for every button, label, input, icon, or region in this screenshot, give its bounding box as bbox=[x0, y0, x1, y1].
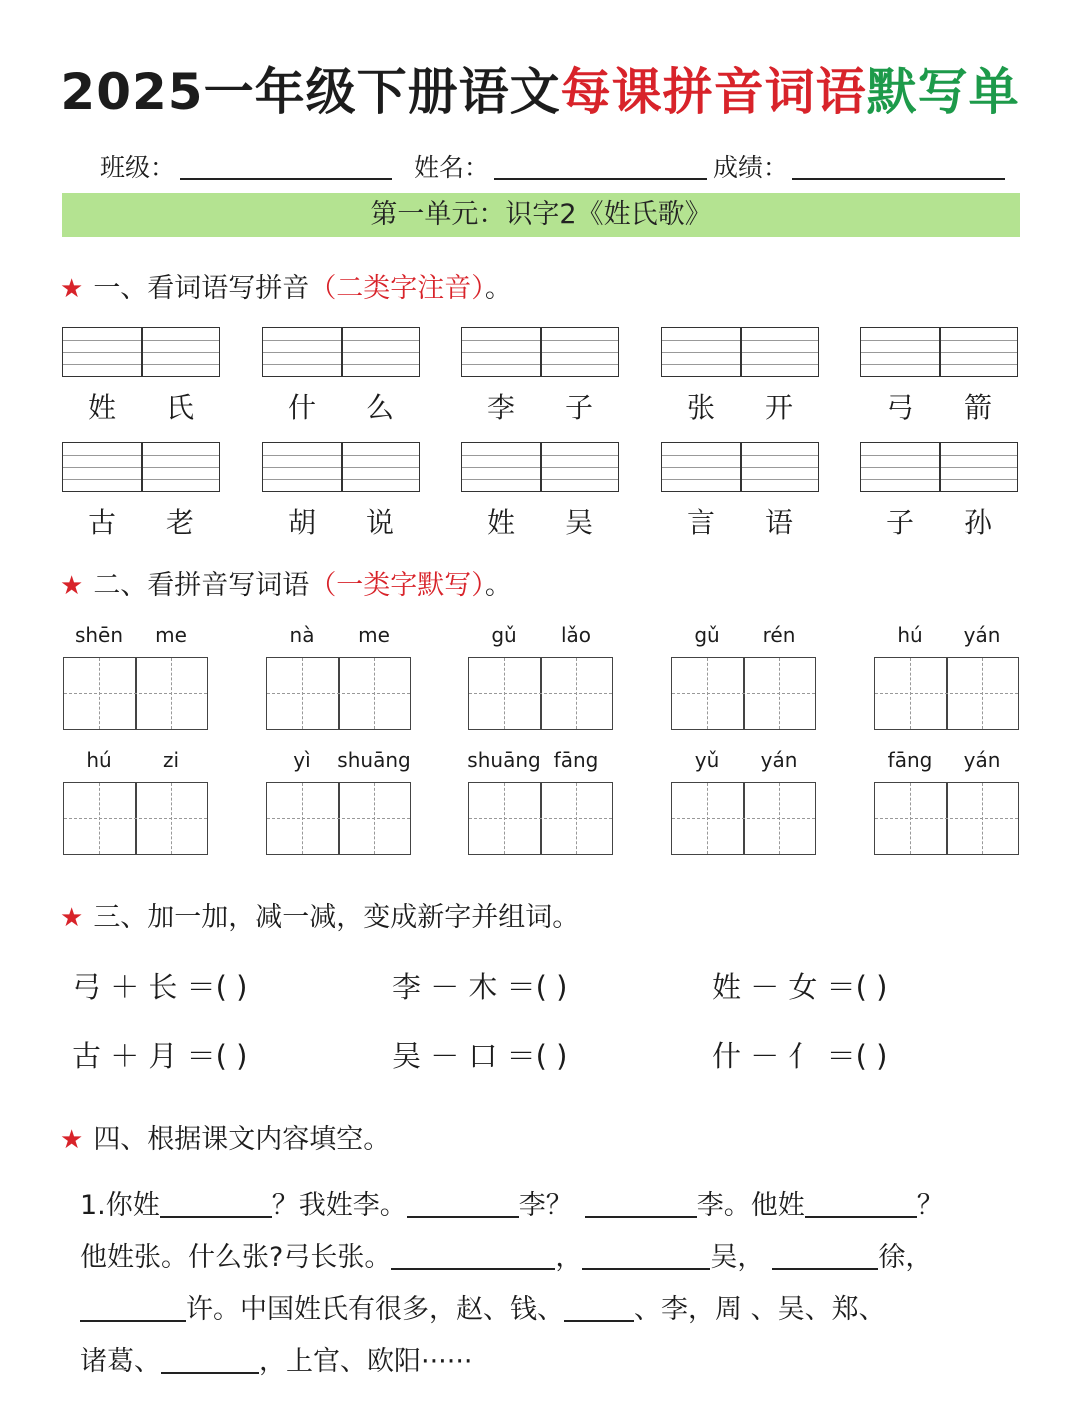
writing-box[interactable] bbox=[468, 782, 613, 855]
hanzi-char: 张 bbox=[686, 391, 715, 424]
section1-heading bbox=[60, 266, 512, 305]
hanzi-char: 吴 bbox=[564, 506, 593, 539]
pinyin-text: rén bbox=[762, 623, 796, 647]
writing-box[interactable] bbox=[671, 657, 816, 730]
hanzi-char: 老 bbox=[165, 506, 194, 539]
name-label: 姓名： bbox=[414, 153, 490, 182]
pinyin-text: fāng bbox=[887, 748, 933, 772]
hanzi-char: 古 bbox=[87, 506, 116, 539]
fill-text: 1.你姓 bbox=[80, 1190, 160, 1221]
pinyin-text: shuāng bbox=[467, 748, 541, 772]
unit-banner: 第一单元：识字2《姓氏歌》 bbox=[62, 193, 1020, 237]
writing-box[interactable] bbox=[468, 657, 613, 730]
section1-end: 。 bbox=[484, 273, 512, 304]
pinyin-box[interactable] bbox=[62, 327, 220, 377]
class-field[interactable] bbox=[180, 178, 392, 180]
hanzi-char: 氏 bbox=[165, 391, 194, 424]
fill-text: 徐， bbox=[878, 1242, 933, 1273]
pinyin-text: gǔ bbox=[491, 623, 517, 647]
fill-text: 许。中国姓氏有很多，赵、钱、 bbox=[186, 1294, 564, 1325]
hanzi-char: 孙 bbox=[963, 506, 992, 539]
fill-text: 诸葛、 bbox=[80, 1346, 161, 1377]
section3-heading bbox=[60, 895, 579, 934]
pinyin-text: yǔ bbox=[694, 748, 720, 772]
hanzi-char: 箭 bbox=[963, 391, 992, 424]
pinyin-text: me bbox=[155, 623, 187, 647]
section4-label: 四、根据课文内容填空。 bbox=[93, 1124, 391, 1155]
pinyin-text: shēn bbox=[74, 623, 124, 647]
fill-text: 他姓张。什么张?弓长张。 bbox=[80, 1242, 392, 1273]
fill-blank[interactable] bbox=[805, 1188, 917, 1218]
writing-box[interactable] bbox=[874, 782, 1019, 855]
hanzi-char: 言 bbox=[686, 506, 715, 539]
writing-box[interactable] bbox=[874, 657, 1019, 730]
fill-text: 李？ bbox=[518, 1190, 573, 1221]
fill-line-2 bbox=[80, 1235, 932, 1274]
class-label: 班级： bbox=[100, 153, 176, 182]
page-title bbox=[0, 52, 1080, 124]
section2-heading bbox=[60, 563, 512, 602]
fill-text: ？ bbox=[916, 1190, 944, 1221]
pinyin-text: zi bbox=[162, 748, 180, 772]
pinyin-text: hú bbox=[86, 748, 112, 772]
pinyin-box[interactable] bbox=[860, 442, 1018, 492]
star-icon: ★ bbox=[60, 903, 84, 933]
fill-blank[interactable] bbox=[582, 1240, 710, 1270]
pinyin-box[interactable] bbox=[461, 442, 619, 492]
star-icon: ★ bbox=[60, 1125, 84, 1155]
pinyin-text: lǎo bbox=[560, 623, 592, 647]
fill-blank[interactable] bbox=[585, 1188, 697, 1218]
hanzi-char: 么 bbox=[365, 391, 394, 424]
fill-text: ， bbox=[555, 1242, 583, 1273]
fill-blank[interactable] bbox=[407, 1188, 519, 1218]
pinyin-box[interactable] bbox=[860, 327, 1018, 377]
fill-blank[interactable] bbox=[564, 1292, 634, 1322]
name-field[interactable] bbox=[494, 178, 707, 180]
hanzi-char: 子 bbox=[564, 391, 593, 424]
section2-end: 。 bbox=[484, 570, 512, 601]
pinyin-text: yán bbox=[760, 748, 798, 772]
pinyin-box[interactable] bbox=[461, 327, 619, 377]
writing-box[interactable] bbox=[266, 657, 411, 730]
fill-line-1 bbox=[80, 1183, 944, 1222]
fill-blank[interactable] bbox=[391, 1240, 555, 1270]
math-item[interactable]: 古 ＋ 月 ＝( ) bbox=[72, 1039, 248, 1073]
math-item[interactable]: 吴 － 口 ＝( ) bbox=[392, 1039, 568, 1073]
pinyin-box[interactable] bbox=[262, 327, 420, 377]
pinyin-box[interactable] bbox=[262, 442, 420, 492]
hanzi-char: 语 bbox=[764, 506, 793, 539]
writing-box[interactable] bbox=[63, 657, 208, 730]
pinyin-text: me bbox=[358, 623, 390, 647]
hanzi-char: 子 bbox=[885, 506, 914, 539]
pinyin-text: yán bbox=[963, 748, 1001, 772]
star-icon: ★ bbox=[60, 571, 84, 601]
hanzi-char: 李 bbox=[486, 391, 515, 424]
fill-blank[interactable] bbox=[161, 1344, 259, 1374]
math-item[interactable]: 什 － 亻 ＝( ) bbox=[712, 1039, 888, 1073]
score-label: 成绩： bbox=[713, 153, 789, 182]
pinyin-box[interactable] bbox=[661, 442, 819, 492]
pinyin-text: fāng bbox=[553, 748, 599, 772]
pinyin-text: nà bbox=[289, 623, 315, 647]
hanzi-char: 弓 bbox=[885, 391, 914, 424]
star-icon: ★ bbox=[60, 274, 84, 304]
pinyin-box[interactable] bbox=[62, 442, 220, 492]
pinyin-text: yán bbox=[963, 623, 1001, 647]
writing-box[interactable] bbox=[63, 782, 208, 855]
hanzi-char: 姓 bbox=[486, 506, 515, 539]
section2-label: 二、看拼音写词语 bbox=[93, 570, 310, 601]
hanzi-char: 姓 bbox=[87, 391, 116, 424]
section1-label: 一、看词语写拼音 bbox=[93, 273, 310, 304]
writing-box[interactable] bbox=[266, 782, 411, 855]
pinyin-text: yì bbox=[293, 748, 311, 772]
fill-blank[interactable] bbox=[80, 1292, 186, 1322]
pinyin-text: shuāng bbox=[337, 748, 411, 772]
fill-line-3 bbox=[80, 1287, 886, 1326]
fill-text: ，上官、欧阳······ bbox=[259, 1346, 473, 1377]
title-part2: 每课拼音词语 bbox=[560, 63, 867, 121]
fill-blank[interactable] bbox=[160, 1188, 272, 1218]
section4-heading bbox=[60, 1117, 390, 1156]
title-part3: 默写单 bbox=[866, 63, 1020, 121]
fill-line-4 bbox=[80, 1339, 473, 1378]
writing-box[interactable] bbox=[671, 782, 816, 855]
hanzi-char: 说 bbox=[365, 506, 394, 539]
pinyin-text: gǔ bbox=[694, 623, 720, 647]
math-item[interactable]: 李 － 木 ＝( ) bbox=[392, 970, 568, 1004]
score-field[interactable] bbox=[792, 178, 1005, 180]
hanzi-char: 什 bbox=[287, 391, 316, 424]
fill-text: ？我姓李。 bbox=[271, 1190, 407, 1221]
fill-text: 吴， bbox=[710, 1242, 765, 1273]
pinyin-box[interactable] bbox=[661, 327, 819, 377]
hanzi-char: 胡 bbox=[287, 506, 316, 539]
pinyin-text: hú bbox=[897, 623, 923, 647]
title-part1: 2025一年级下册语文 bbox=[60, 63, 561, 121]
fill-text: 、李，周 、吴、郑、 bbox=[634, 1294, 886, 1325]
fill-blank[interactable] bbox=[772, 1240, 878, 1270]
section2-note: （一类字默写） bbox=[309, 570, 485, 601]
math-item[interactable]: 弓 ＋ 长 ＝( ) bbox=[72, 970, 248, 1004]
fill-text: 李。他姓 bbox=[696, 1190, 805, 1221]
section1-note: （二类字注音） bbox=[309, 273, 485, 304]
math-item[interactable]: 姓 － 女 ＝( ) bbox=[712, 970, 888, 1004]
section3-label: 三、加一加，减一减，变成新字并组词。 bbox=[93, 902, 580, 933]
hanzi-char: 开 bbox=[764, 391, 793, 424]
